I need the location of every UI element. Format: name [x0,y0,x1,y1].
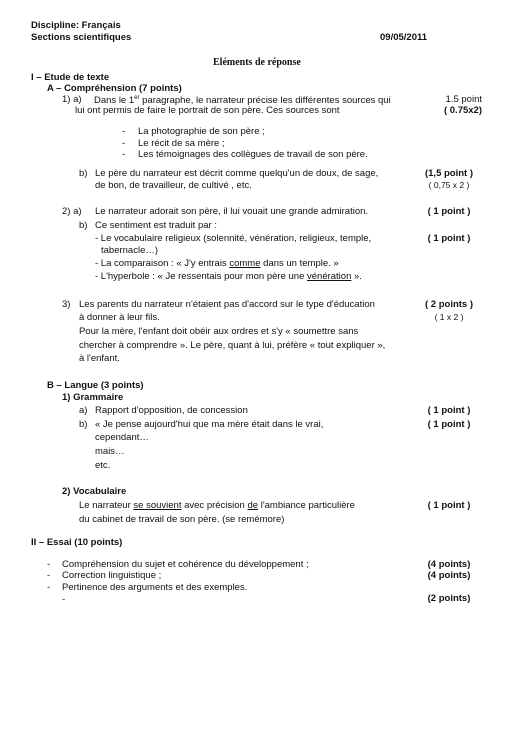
q3-line: à l'enfant. [79,353,120,364]
essay-points: (4 points) [427,570,471,581]
q1a-text-line2: lui ont permis de faire le portrait de son père. Ces sources sont [75,105,340,116]
q3-line: Les parents du narrateur n'étaient pas d'accord sur le type d'éducation [79,299,375,310]
essay-bullet: - [47,570,51,581]
q2b-label: b) [79,220,88,231]
grammar-b-line3: mais… [95,446,125,457]
source-bullet: - [122,138,126,149]
discipline-label: Discipline: Français [31,20,121,31]
q3-points: ( 2 points ) [424,299,474,310]
q2b-item-comparison: - La comparaison : « J'y entrais comme dans un temple. » [95,258,339,269]
source-item: La photographie de son père ; [138,126,265,137]
sections-label: Sections scientifiques [31,32,132,43]
grammar-b-line4: etc. [95,460,111,471]
source-bullet: - [122,126,126,137]
part1-heading: I – Etude de texte [31,72,110,83]
grammar-b-label: b) [79,419,88,430]
essay-bullet: - [47,559,51,570]
essay-points: (2 points) [427,593,471,604]
vocabulary-line2: du cabinet de travail de son père. (se remémore) [79,514,285,525]
q1a-points: 1.5 point [445,94,482,105]
grammar-heading: 1) Grammaire [62,392,124,403]
essay-criterion: Compréhension du sujet et cohérence du développement ; [62,559,309,570]
grammar-b-line2: cependant… [95,432,149,443]
sectionA-heading: A – Compréhension (7 points) [47,83,182,94]
essay-criterion: Pertinence des arguments et des exemples. [62,582,248,593]
essay-points: (4 points) [427,559,471,570]
q3-line: Pour la mère, l'enfant doit obéir aux ordres et s'y « soumettre sans [79,326,359,337]
q2b-item-vocabulary-cont: tabernacle…) [101,245,159,256]
vocabulary-line1: Le narrateur se souvient avec précision de l'ambiance particulière [79,500,355,511]
q1a-text-line1: Dans le 1er paragraphe, le narrateur précise les différentes sources qui [94,95,391,107]
source-bullet: - [122,149,126,160]
grammar-b-points: ( 1 point ) [427,419,471,430]
part2-heading: II – Essai (10 points) [31,537,123,548]
q2b-points: ( 1 point ) [427,233,471,244]
q2b-text: Ce sentiment est traduit par : [95,220,217,231]
essay-criterion: Correction linguistique ; [62,570,162,581]
grammar-a-label: a) [79,405,88,416]
q3-line: chercher à comprendre ». Le père, quant à lui, préfère « tout expliquer », [79,340,386,351]
grammar-b-line1: « Je pense aujourd'hui que ma mère était dans le vrai, [95,419,324,430]
q2a-text: Le narrateur adorait son père, il lui vouait une grande admiration. [95,206,369,217]
source-item: Le récit de sa mère ; [138,138,225,149]
source-item: Les témoignages des collègues de travail de son père. [138,149,368,160]
q2a-points: ( 1 point ) [427,206,471,217]
document-date: 09/05/2011 [380,32,428,43]
q3-points-detail: ( 1 x 2 ) [434,312,464,322]
document-title: Eléments de réponse [213,57,301,68]
q1a-label: 1) a) [62,94,82,105]
q3-label: 3) [62,299,71,310]
q1b-points: (1,5 point ) [424,168,474,179]
sectionB-heading: B – Langue (3 points) [47,380,144,391]
q2a-label: 2) a) [62,206,82,217]
vocabulary-points: ( 1 point ) [427,500,471,511]
q1b-text-line1: Le père du narrateur est décrit comme quelqu'un de doux, de sage, [95,168,379,179]
essay-bullet: - [62,594,66,605]
q1b-label: b) [79,168,88,179]
grammar-a-points: ( 1 point ) [427,405,471,416]
q2b-item-vocabulary: - Le vocabulaire religieux (solennité, vénération, religieux, temple, [95,233,372,244]
q3-line: à donner à leur fils. [79,312,160,323]
grammar-a-text: Rapport d'opposition, de concession [95,405,248,416]
q1b-text-line2: de bon, de travailleur, de cultivé , etc. [95,180,252,191]
q2b-item-hyperbole: - L'hyperbole : « Je ressentais pour mon père une vénération ». [95,271,362,282]
essay-bullet: - [47,582,51,593]
q1a-points-detail: ( 0.75x2) [443,105,482,116]
q1b-points-detail: ( 0,75 x 2 ) [428,180,470,190]
vocabulary-heading: 2) Vocabulaire [62,486,127,497]
